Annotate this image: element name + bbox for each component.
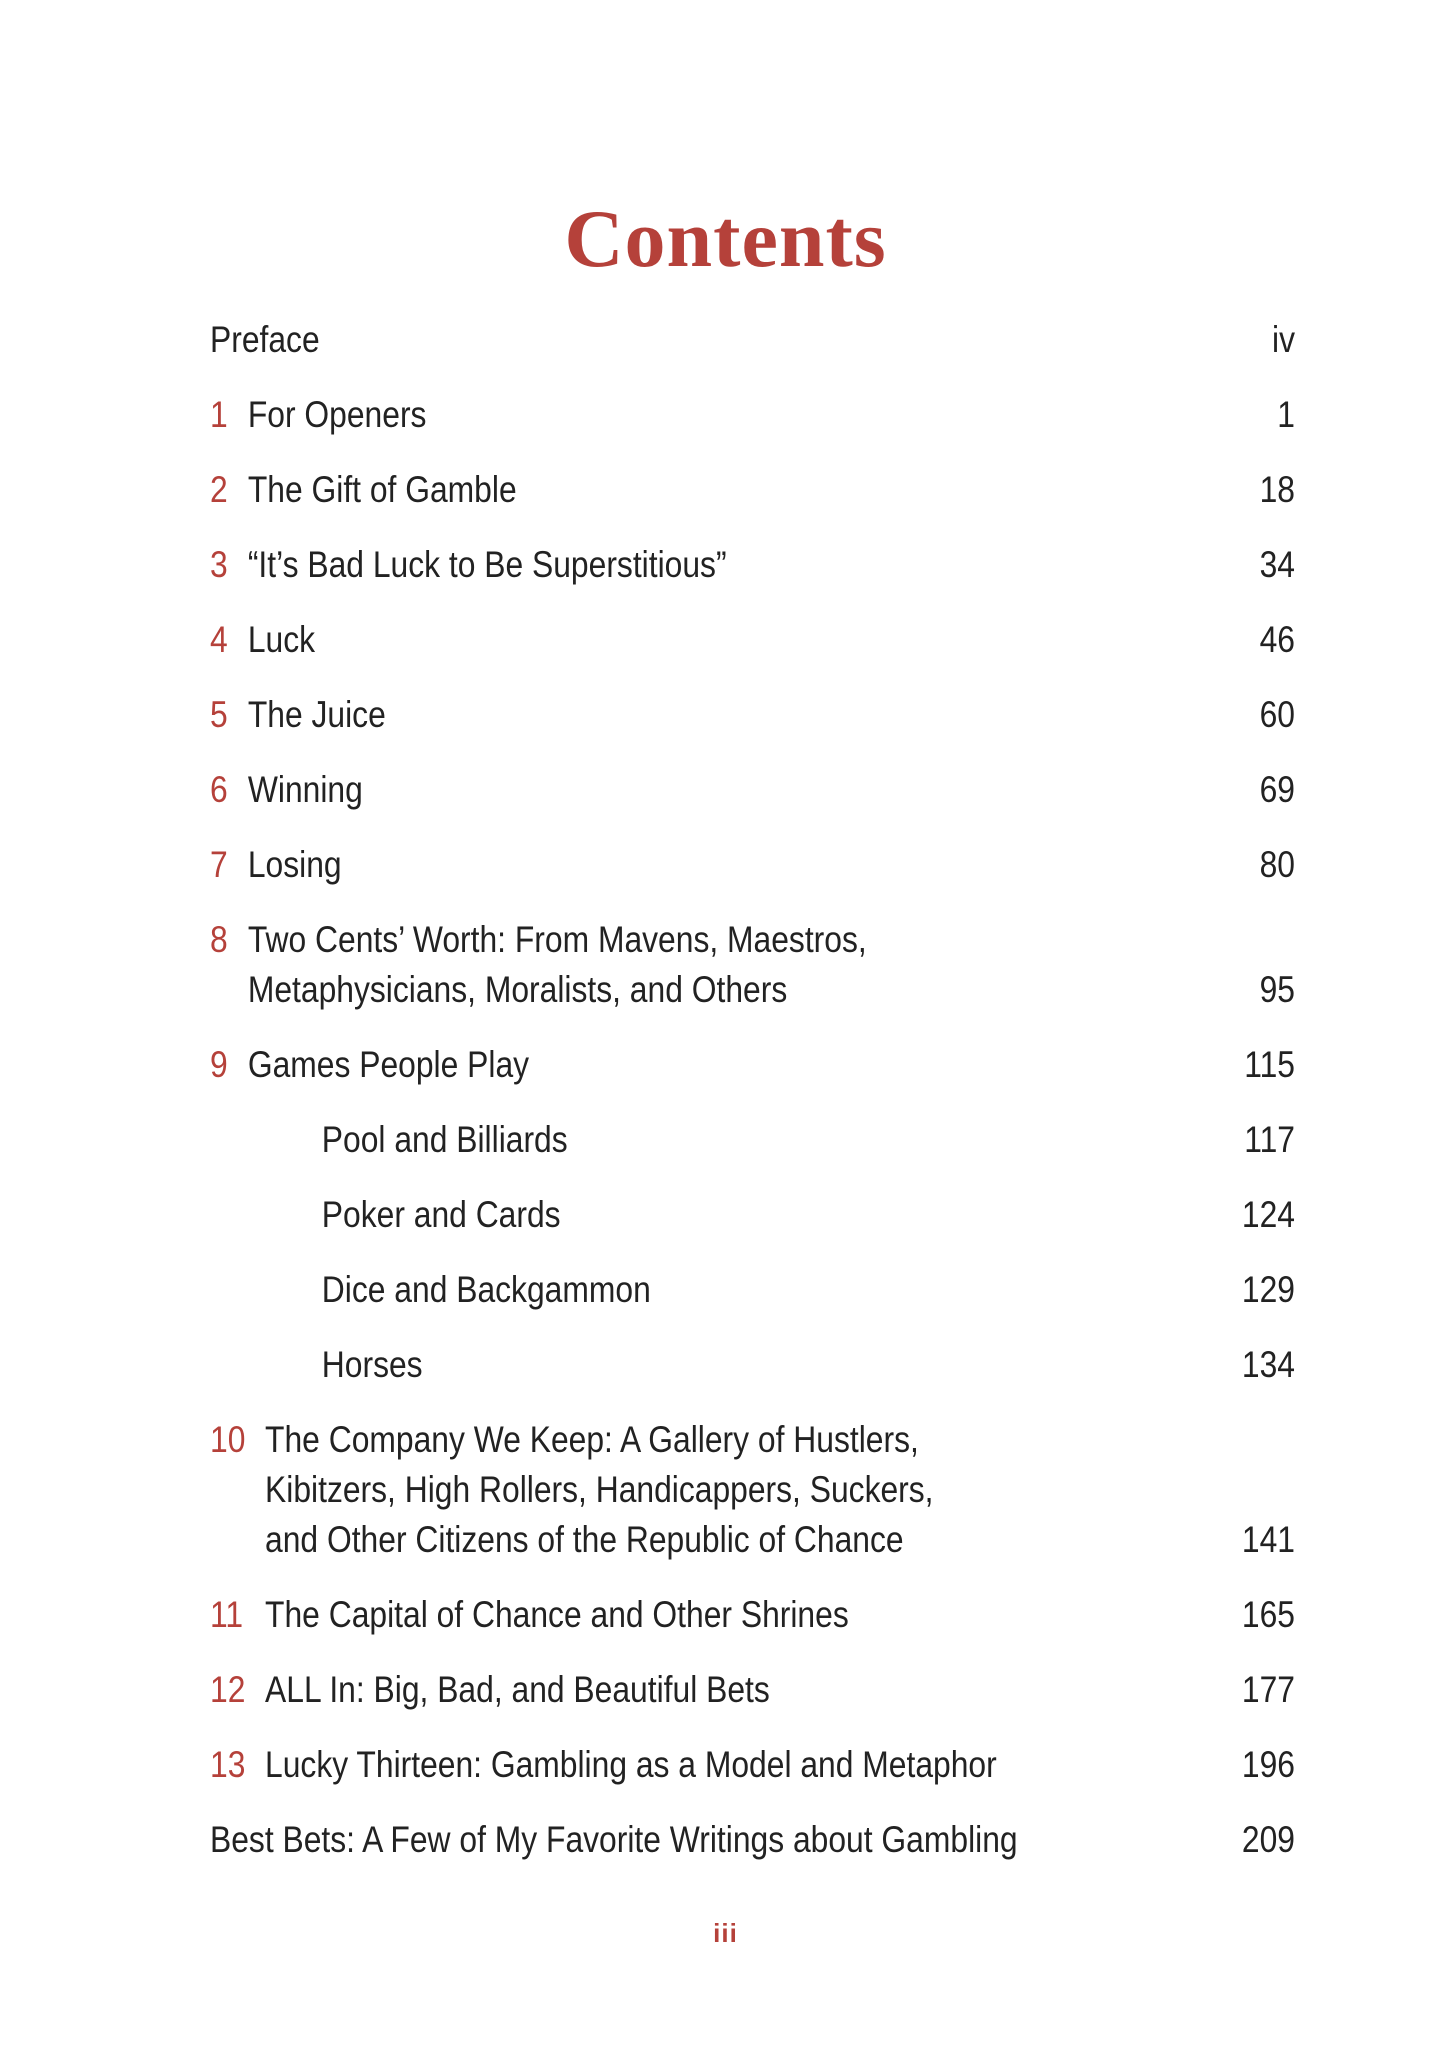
entry-label: The Juice bbox=[247, 694, 386, 735]
chapter-number: 10 bbox=[210, 1419, 246, 1460]
entry-page-number: 115 bbox=[1244, 1044, 1295, 1085]
entry-page-number: 209 bbox=[1241, 1819, 1295, 1860]
chapter-number: 7 bbox=[210, 844, 228, 885]
entry-label: The Gift of Gamble bbox=[247, 469, 517, 510]
chapter-number: 13 bbox=[210, 1744, 246, 1785]
toc-entry-chapter-10 bbox=[210, 1415, 1295, 1565]
entry-label: Lucky Thirteen: Gambling as a Model and Metaphor bbox=[265, 1744, 997, 1785]
entry-label: The Company We Keep: A Gallery of Hustlers, Kibitzers, High Rollers, Handicappers, Suckers, and Other Citizens of the Republic of Chance bbox=[265, 1419, 934, 1560]
entry-page-number: 165 bbox=[1241, 1594, 1295, 1635]
entry-label: Poker and Cards bbox=[321, 1194, 561, 1235]
entry-page-number: 134 bbox=[1241, 1344, 1295, 1385]
entry-label: Pool and Billiards bbox=[321, 1119, 568, 1160]
entry-label: Games People Play bbox=[247, 1044, 530, 1085]
chapter-number: 5 bbox=[210, 694, 228, 735]
entry-label: Two Cents’ Worth: From Mavens, Maestros, Metaphysicians, Moralists, and Others bbox=[247, 919, 867, 1010]
entry-page-number: 80 bbox=[1259, 844, 1295, 885]
entry-page-number: 46 bbox=[1259, 619, 1295, 660]
chapter-number: 12 bbox=[210, 1669, 246, 1710]
entry-page-number: 124 bbox=[1241, 1194, 1295, 1235]
entry-label: For Openers bbox=[247, 394, 427, 435]
entry-label: “It’s Bad Luck to Be Superstitious” bbox=[247, 544, 727, 585]
toc-entry-chapter-8 bbox=[210, 915, 1295, 1015]
entry-page-number: iv bbox=[1272, 319, 1295, 360]
entry-label: Luck bbox=[247, 619, 316, 660]
entry-page-number: 1 bbox=[1277, 394, 1295, 435]
entry-page-number: 60 bbox=[1259, 694, 1295, 735]
entry-page-number: 141 bbox=[1241, 1519, 1295, 1560]
entry-label: Losing bbox=[247, 844, 342, 885]
entry-page-number: 117 bbox=[1244, 1119, 1295, 1160]
entry-label: ALL In: Big, Bad, and Beautiful Bets bbox=[265, 1669, 770, 1710]
entry-page-number: 69 bbox=[1259, 769, 1295, 810]
entry-label: Winning bbox=[247, 769, 363, 810]
chapter-number: 2 bbox=[210, 469, 228, 510]
entry-label: Preface bbox=[210, 319, 320, 360]
entry-page-number: 34 bbox=[1259, 544, 1295, 585]
chapter-number: 3 bbox=[210, 544, 228, 585]
chapter-number: 1 bbox=[210, 394, 228, 435]
entry-label: The Capital of Chance and Other Shrines bbox=[265, 1594, 849, 1635]
entry-label: Dice and Backgammon bbox=[321, 1269, 651, 1310]
entry-page-number: 196 bbox=[1241, 1744, 1295, 1785]
page-folio: iii bbox=[713, 1918, 738, 1948]
entry-page-number: 95 bbox=[1259, 969, 1295, 1010]
entry-page-number: 177 bbox=[1241, 1669, 1295, 1710]
chapter-number: 11 bbox=[210, 1594, 244, 1635]
chapter-number: 6 bbox=[210, 769, 228, 810]
entry-page-number: 129 bbox=[1241, 1269, 1295, 1310]
chapter-number: 4 bbox=[210, 619, 228, 660]
page-title: Contents bbox=[564, 193, 887, 284]
entry-label: Best Bets: A Few of My Favorite Writings about Gambling bbox=[210, 1819, 1018, 1860]
chapter-number: 8 bbox=[210, 919, 228, 960]
entry-label: Horses bbox=[321, 1344, 423, 1385]
chapter-number: 9 bbox=[210, 1044, 228, 1085]
entry-page-number: 18 bbox=[1259, 469, 1295, 510]
